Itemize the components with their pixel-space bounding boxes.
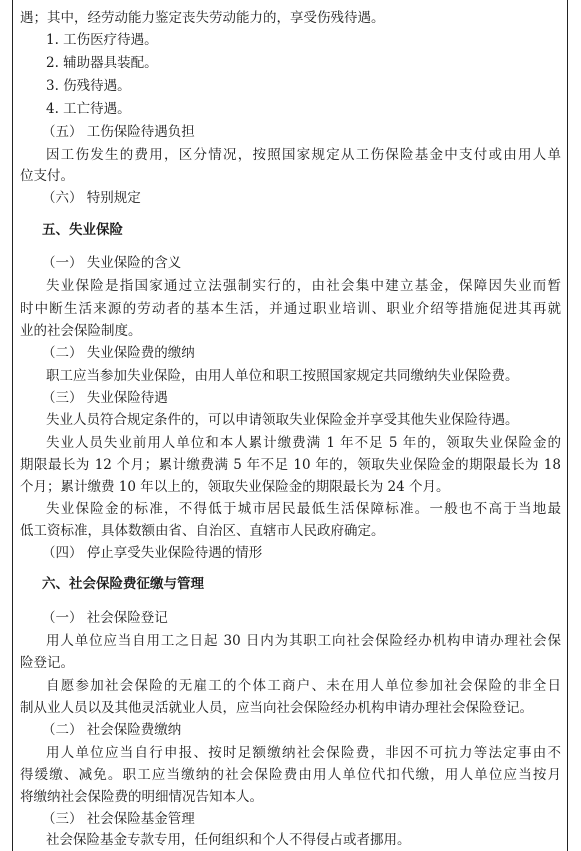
section-heading: 五、失业保险: [42, 222, 123, 238]
paragraph-line: 时中断生活来源的劳动者的基本生活，并通过职业培训、职业介绍等措施促进其再就: [20, 301, 561, 317]
paragraph-line: 得缓缴、减免。职工应当缴纳的社会保险费由用人单位代扣代缴，用人单位应当按月: [20, 767, 561, 783]
paragraph-line: 失业保险金的标准，不得低于城市居民最低生活保障标准。一般也不高于当地最: [46, 501, 561, 517]
paragraph-line: 失业保险是指国家通过立法强制实行的，由社会集中建立基金，保障因失业而暂: [46, 278, 561, 294]
left-border-line: [12, 0, 13, 851]
paragraph-line: 遇；其中，经劳动能力鉴定丧失劳动能力的，享受伤残待遇。: [20, 10, 385, 26]
paragraph-line: 制从业人员以及其他灵活就业人员，应当向社会保险经办机构申请办理社会保险登记。: [20, 700, 533, 716]
paragraph-line: 险登记。: [20, 655, 74, 671]
subsection-title: （六） 特别规定: [42, 190, 141, 206]
paragraph-line: 用人单位应当自行申报、按时足额缴纳社会保险费，非因不可抗力等法定事由不: [46, 745, 561, 761]
subsection-title: （二） 社会保险费缴纳: [42, 722, 182, 738]
subsection-title: （三） 社会保险基金管理: [42, 811, 195, 827]
paragraph-line: 失业人员失业前用人单位和本人累计缴费满 1 年不足 5 年的，领取失业保险金的: [46, 435, 561, 451]
subsection-title: （四） 停止享受失业保险待遇的情形: [42, 545, 263, 561]
list-item: 3. 伤残待遇。: [46, 78, 131, 94]
paragraph-line: 自愿参加社会保险的无雇工的个体工商户、未在用人单位参加社会保险的非全日: [46, 678, 561, 694]
paragraph-line: 用人单位应当自用工之日起 30 日内为其职工向社会保险经办机构申请办理社会保: [46, 633, 561, 649]
subsection-title: （三） 失业保险待遇: [42, 390, 168, 406]
paragraph-line: 因工伤发生的费用，区分情况，按照国家规定从工伤保险基金中支付或由用人单: [46, 147, 561, 163]
paragraph-line: 期限最长为 12 个月；累计缴费满 5 年不足 10 年的，领取失业保险金的期限最长为 18: [20, 457, 561, 473]
subsection-title: （二） 失业保险费的缴纳: [42, 345, 195, 361]
subsection-title: （一） 社会保险登记: [42, 610, 168, 626]
paragraph-line: 位支付。: [20, 168, 74, 184]
subsection-title: （五） 工伤保险待遇负担: [42, 124, 195, 140]
paragraph-line: 社会保险基金专款专用，任何组织和个人不得侵占或者挪用。: [46, 832, 411, 848]
list-item: 2. 辅助器具装配。: [46, 55, 158, 71]
paragraph-line: 职工应当参加失业保险，由用人单位和职工按照国家规定共同缴纳失业保险费。: [46, 368, 519, 384]
paragraph-line: 低工资标准，具体数额由省、自治区、直辖市人民政府确定。: [20, 523, 385, 539]
list-item: 4. 工亡待遇。: [46, 101, 131, 117]
section-heading: 六、社会保险费征缴与管理: [42, 576, 204, 592]
subsection-title: （一） 失业保险的含义: [42, 255, 182, 271]
list-item: 1. 工伤医疗待遇。: [46, 32, 158, 48]
paragraph-line: 业的社会保险制度。: [20, 323, 142, 339]
paragraph-line: 失业人员符合规定条件的，可以申请领取失业保险金并享受其他失业保险待遇。: [46, 412, 519, 428]
paragraph-line: 个月；累计缴费 10 年以上的，领取失业保险金的期限最长为 24 个月。: [20, 479, 450, 495]
paragraph-line: 将缴纳社会保险费的明细情况告知本人。: [20, 789, 263, 805]
